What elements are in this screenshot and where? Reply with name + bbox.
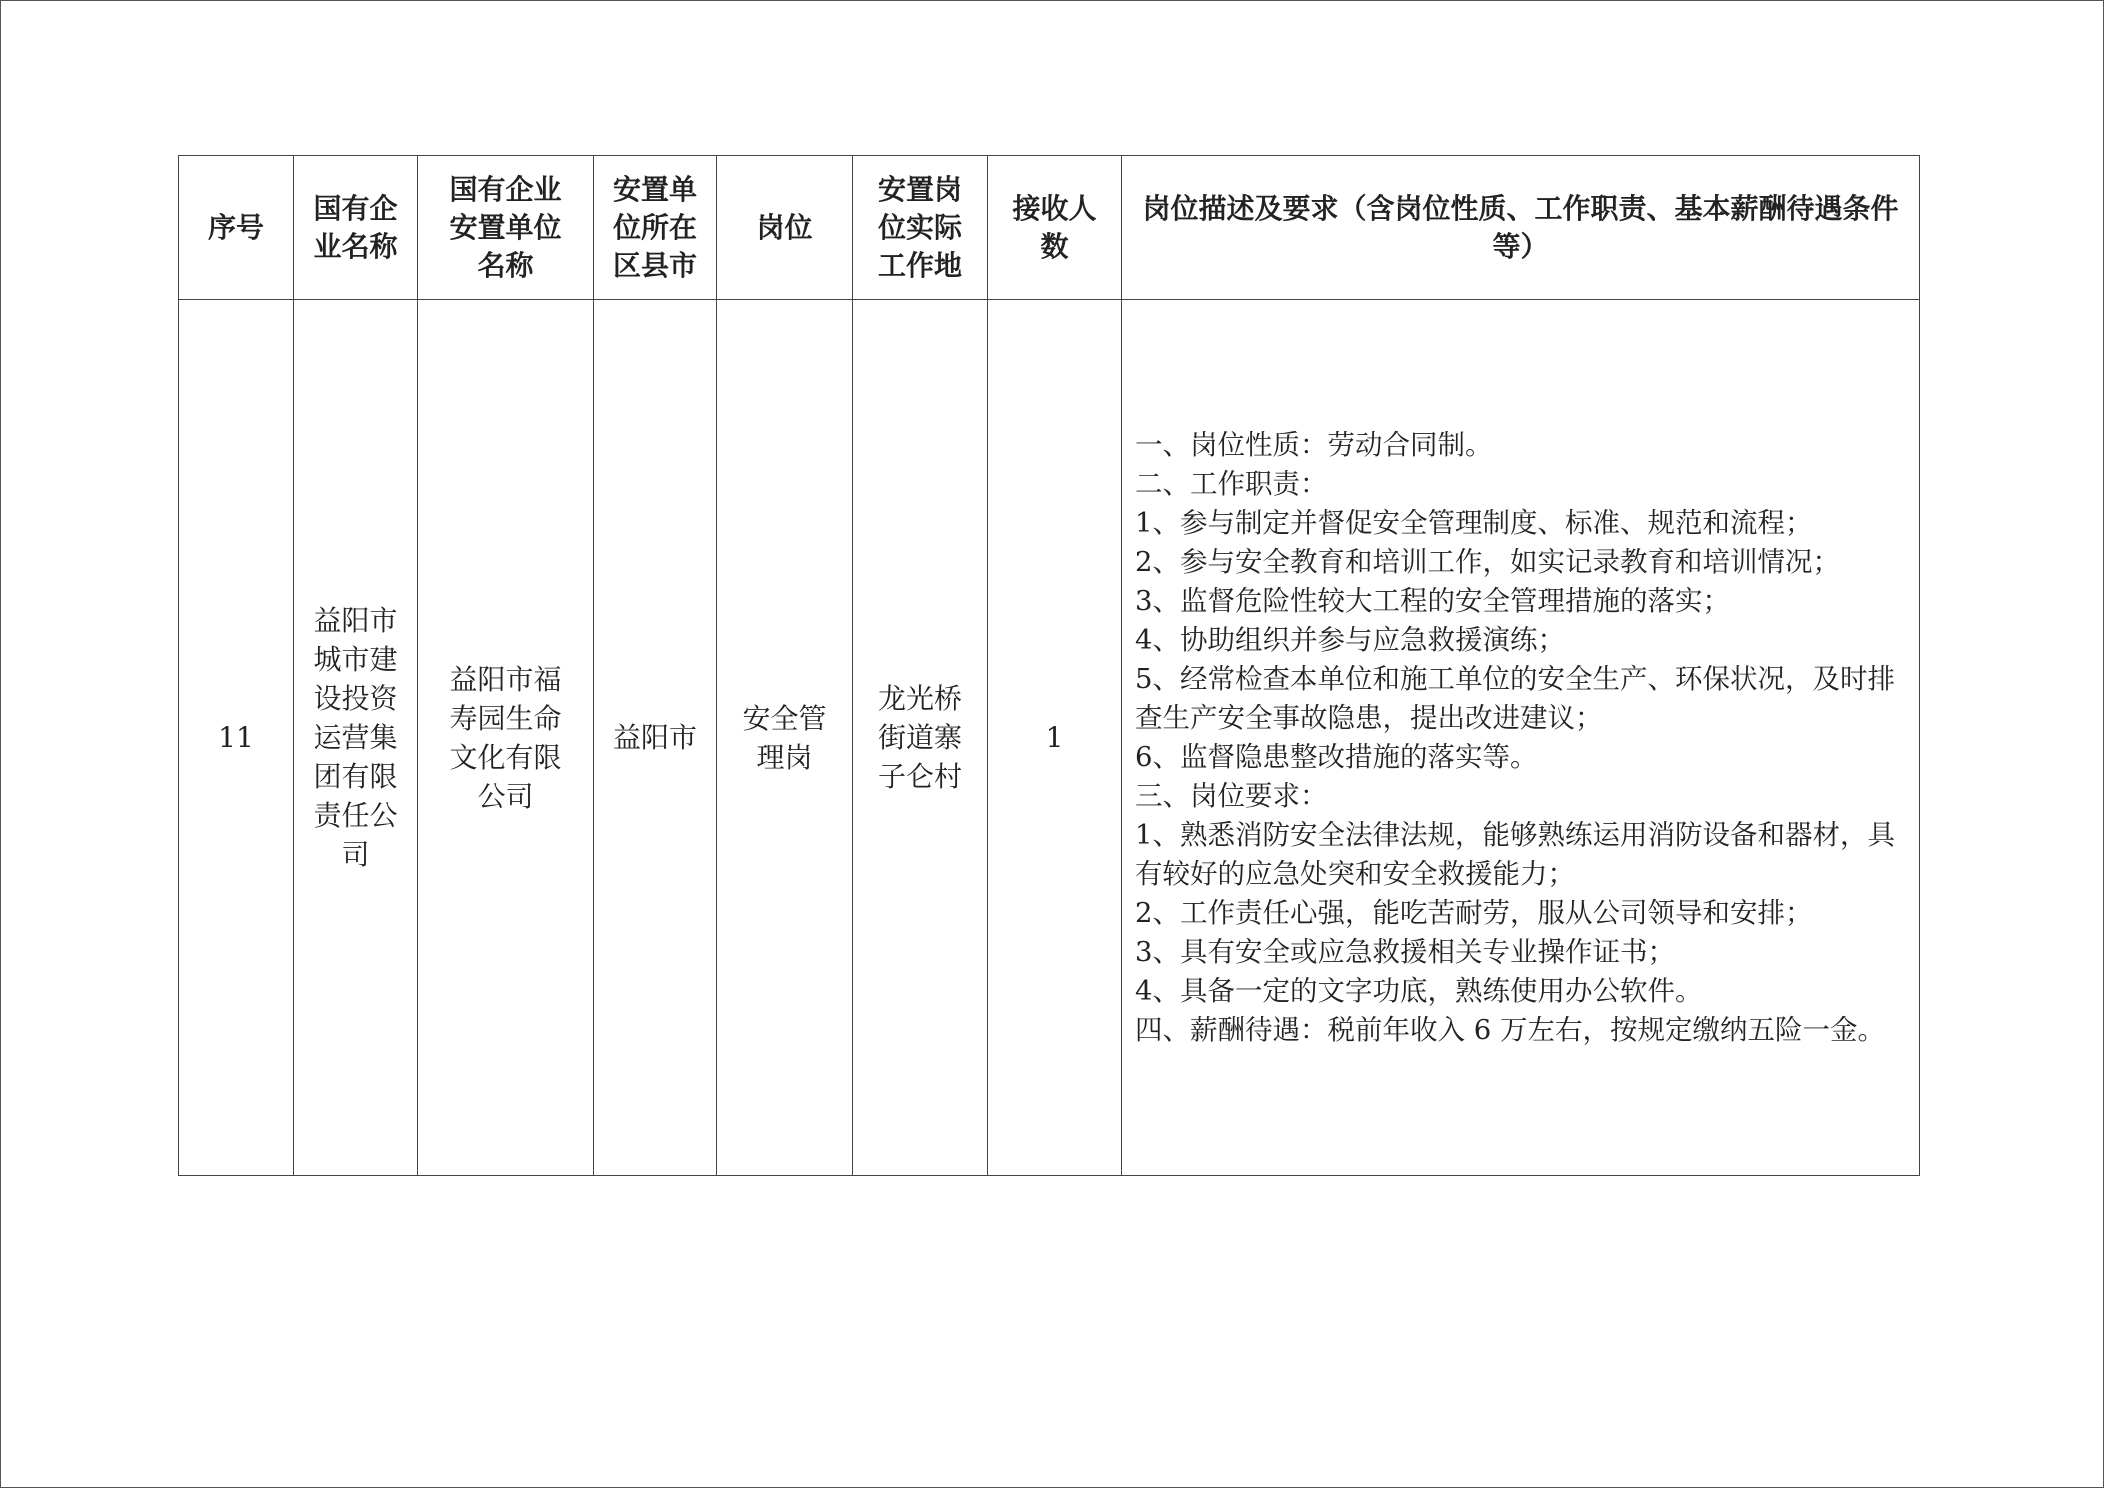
cell-count: [988, 300, 1122, 1176]
cell-description: [1122, 300, 1920, 1176]
header-district-label: 安置单位所在区县市: [612, 172, 697, 282]
cell-enterprise-value: 益阳市城市建设投资运营集团有限责任公司: [313, 604, 398, 871]
description-line: 三、岗位要求：: [1135, 779, 1328, 812]
header-unit: [418, 156, 594, 300]
header-post-label: 岗位: [756, 210, 813, 244]
description-line: 2、工作责任心强，能吃苦耐劳，服从公司领导和安排；: [1135, 896, 1813, 929]
description-line: 1、熟悉消防安全法律法规，能够熟练运用消防设备和器材，具有较好的应急处突和安全救援能力；: [1135, 818, 1895, 890]
description-line: 2、参与安全教育和培训工作，如实记录教育和培训情况；: [1135, 545, 1840, 578]
cell-seq: [179, 300, 294, 1176]
cell-seq-value: 11: [218, 721, 254, 754]
header-description: [1122, 156, 1920, 300]
cell-unit: [418, 300, 594, 1176]
description-line: 1、参与制定并督促安全管理制度、标准、规范和流程；: [1135, 506, 1813, 539]
header-description-label: 岗位描述及要求（含岗位性质、工作职责、基本薪酬待遇条件等）: [1142, 191, 1899, 263]
header-seq-label: 序号: [207, 210, 264, 244]
cell-location: [853, 300, 988, 1176]
header-district: [594, 156, 717, 300]
description-line: 二、工作职责：: [1135, 467, 1328, 500]
cell-post-value: 安全管理岗: [742, 701, 827, 774]
header-count-label: 接收人数: [1012, 191, 1097, 263]
header-unit-label: 国有企业安置单位名称: [449, 172, 562, 282]
cell-post: [717, 300, 853, 1176]
header-location: [853, 156, 988, 300]
cell-count-value: 1: [1045, 721, 1064, 754]
description-line: 5、经常检查本单位和施工单位的安全生产、环保状况，及时排查生产安全事故隐患，提出改进建议；: [1135, 662, 1895, 734]
table-header-row: [179, 156, 1920, 300]
header-enterprise: [294, 156, 418, 300]
header-seq: [179, 156, 294, 300]
cell-district-value: 益阳市: [612, 721, 697, 754]
cell-unit-value: 益阳市福寿园生命文化有限公司: [449, 662, 562, 813]
job-posting-table: [178, 155, 1920, 1176]
table-row: [179, 300, 1920, 1176]
description-line: 3、监督危险性较大工程的安全管理措施的落实；: [1135, 584, 1730, 617]
description-line: 四、薪酬待遇：税前年收入 6 万左右，按规定缴纳五险一金。: [1135, 1013, 1885, 1046]
header-location-label: 安置岗位实际工作地: [877, 172, 962, 282]
description-line: 4、具备一定的文字功底，熟练使用办公软件。: [1135, 974, 1703, 1007]
description-line: 一、岗位性质：劳动合同制。: [1135, 428, 1493, 461]
header-count: [988, 156, 1122, 300]
header-post: [717, 156, 853, 300]
description-line: 3、具有安全或应急救援相关专业操作证书；: [1135, 935, 1675, 968]
cell-enterprise: [294, 300, 418, 1176]
cell-location-value: 龙光桥街道寨子仑村: [877, 682, 962, 793]
description-line: 6、监督隐患整改措施的落实等。: [1135, 740, 1538, 773]
header-enterprise-label: 国有企业名称: [313, 191, 398, 263]
cell-district: [594, 300, 717, 1176]
description-line: 4、协助组织并参与应急救援演练；: [1135, 623, 1565, 656]
